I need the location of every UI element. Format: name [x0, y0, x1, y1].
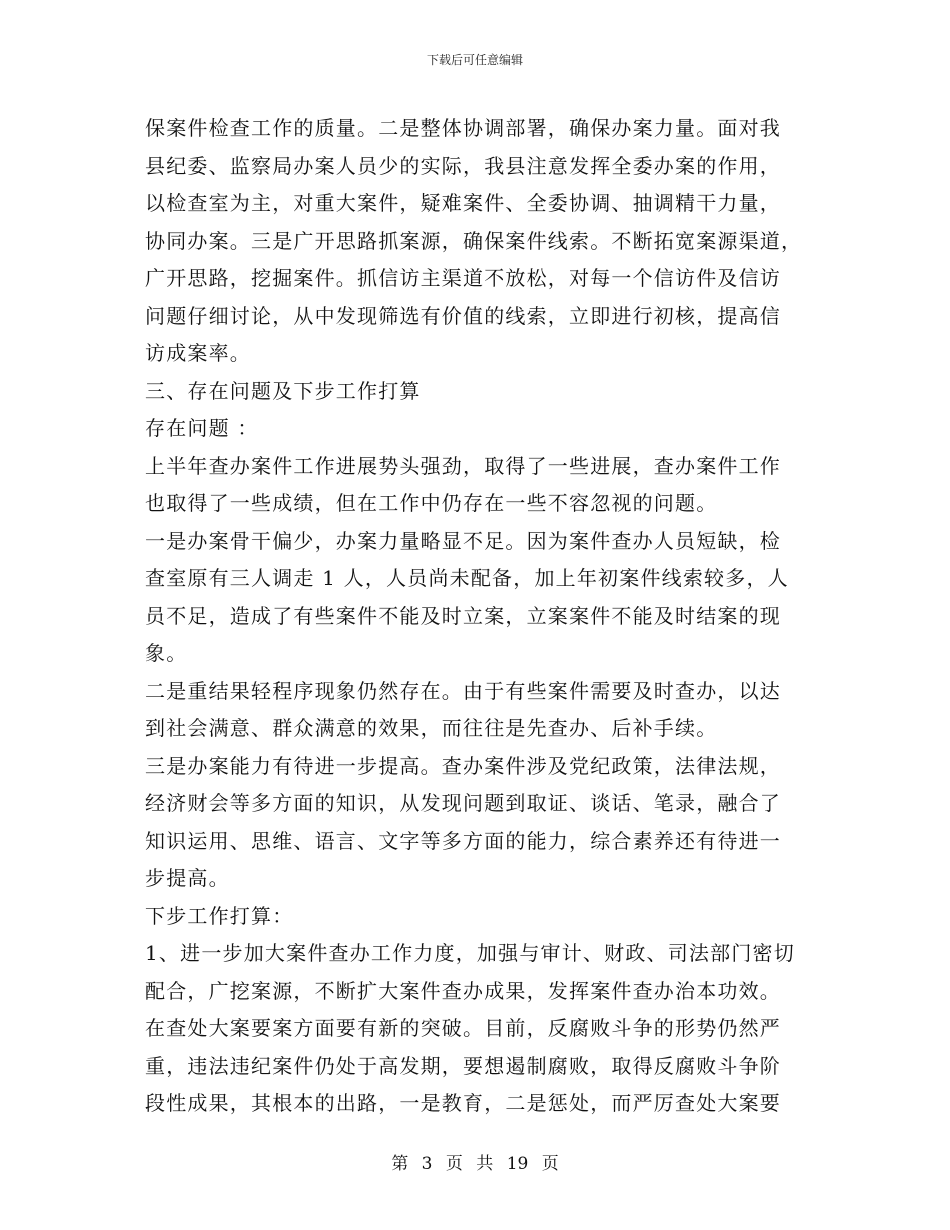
subheading-problems: 存在问题 ： — [145, 416, 259, 440]
body-line: 1、进一步加大案件查办工作力度，加强与审计、财政、司法部门密切 — [145, 941, 795, 965]
document-body — [145, 110, 805, 1123]
body-line: 访成案率。 — [145, 341, 251, 365]
footer-total-prefix: 共 — [476, 1154, 494, 1174]
current-page-number: 3 — [421, 1154, 433, 1174]
body-line: 一是办案骨干偏少，办案力量略显不足。因为案件查办人员短缺，检 — [145, 528, 781, 553]
body-line: 查室原有三人调走 1 人，人员尚未配备，加上年初案件线索较多，人 — [145, 566, 789, 590]
body-line: 步提高。 — [145, 866, 230, 890]
body-line: 也取得了一些成绩，但在工作中仍存在一些不容忽视的问题。 — [145, 491, 718, 515]
footer-total-unit: 页 — [541, 1154, 559, 1174]
body-line: 协同办案。三是广开思路抓案源，确保案件线索。不断拓宽案源渠道， — [145, 228, 803, 253]
footer-prefix: 第 — [391, 1154, 409, 1174]
section-heading: 三、存在问题及下步工作打算 — [145, 378, 421, 403]
total-page-count: 19 — [506, 1154, 529, 1174]
footer-page-unit: 页 — [445, 1154, 463, 1174]
body-line: 到社会满意、群众满意的效果，而往往是先查办、后补手续。 — [145, 716, 718, 740]
page-header — [0, 52, 950, 68]
body-line: 配合，广挖案源，不断扩大案件查办成果，发挥案件查办治本功效。 — [145, 978, 781, 1003]
body-line: 县纪委、监察局办案人员少的实际，我县注意发挥全委办案的作用， — [145, 153, 781, 178]
body-line: 以检查室为主，对重大案件，疑难案件、全委协调、抽调精干力量， — [145, 191, 781, 215]
body-line: 上半年查办案件工作进展势头强劲，取得了一些进展，查办案件工作 — [145, 453, 781, 478]
subheading-next-steps: 下步工作打算： — [145, 903, 294, 928]
body-line: 员不足，造成了有些案件不能及时立案，立案案件不能及时结案的现 — [145, 603, 781, 628]
body-line: 在查处大案要案方面要有新的突破。目前，反腐败斗争的形势仍然严 — [145, 1016, 781, 1040]
body-line: 经济财会等多方面的知识，从发现问题到取证、谈话、笔录，融合了 — [145, 791, 781, 815]
body-line: 问题仔细讨论，从中发现筛选有价值的线索，立即进行初核，提高信 — [145, 303, 781, 328]
body-line: 重，违法违纪案件仍处于高发期，要想遏制腐败，取得反腐败斗争阶 — [145, 1053, 781, 1078]
page-footer — [0, 1153, 950, 1175]
body-line: 保案件检查工作的质量。二是整体协调部署，确保办案力量。面对我 — [145, 116, 781, 140]
header-note: 下载后可任意编辑 — [426, 53, 523, 67]
body-line: 知识运用、思维、语言、文字等多方面的能力，综合素养还有待进一 — [145, 828, 781, 853]
body-line: 广开思路，挖掘案件。抓信访主渠道不放松，对每一个信访件及信访 — [145, 266, 781, 290]
body-line: 二是重结果轻程序现象仍然存在。由于有些案件需要及时查办，以达 — [145, 678, 781, 703]
body-line: 段性成果，其根本的出路，一是教育，二是惩处，而严厉查处大案要 — [145, 1091, 781, 1115]
body-line: 象。 — [145, 641, 188, 665]
body-line: 三是办案能力有待进一步提高。查办案件涉及党纪政策，法律法规， — [145, 753, 781, 778]
